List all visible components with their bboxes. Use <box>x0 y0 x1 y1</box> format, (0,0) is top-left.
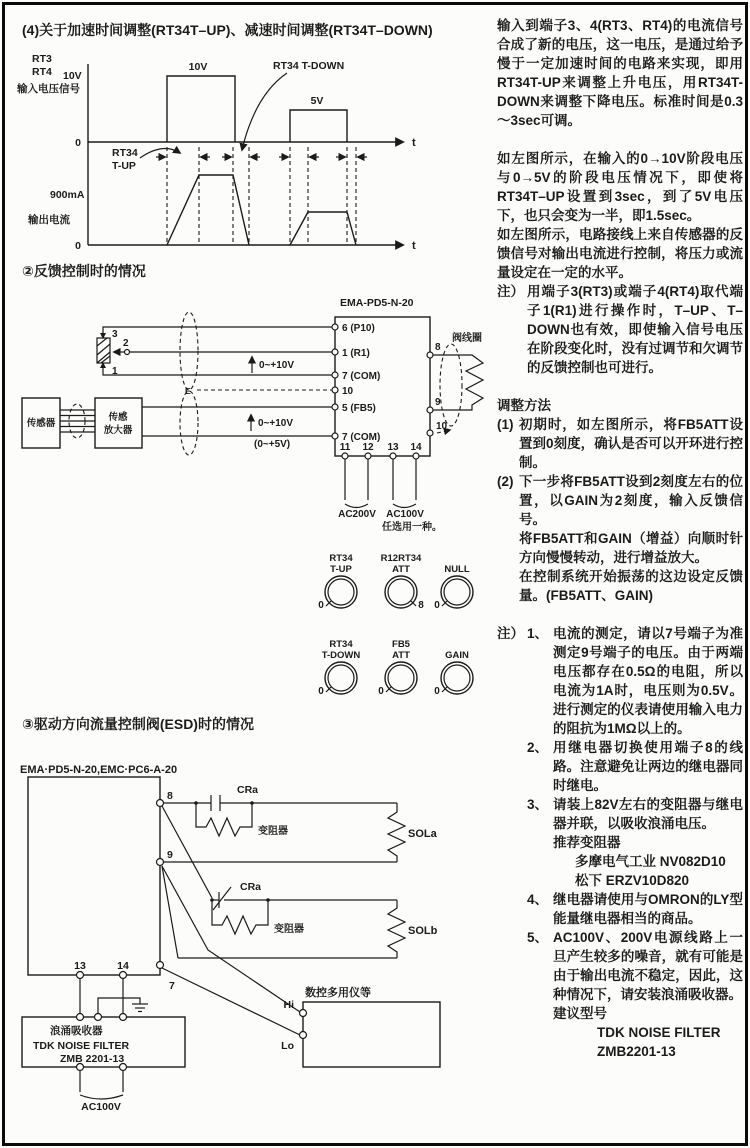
step-2-text-c: 在控制系统开始振荡的这边设定反馈量。(FB5ATT、GAIN) <box>519 569 743 603</box>
valve-coil-label: 阀线圈 <box>452 333 482 344</box>
svg-text:0: 0 <box>318 600 324 611</box>
knob-null <box>434 564 473 611</box>
note-1-marker: 注） <box>497 284 524 299</box>
label-output-current: 输出电流 <box>28 214 70 226</box>
suggested-model-2: ZMB2201-13 <box>597 1044 676 1059</box>
svg-text:0: 0 <box>434 600 440 611</box>
timing-dashed-lines <box>167 147 356 245</box>
range3-label: (0~+5V) <box>254 439 291 450</box>
knob-rt34-tdown <box>318 639 360 697</box>
hi-label: Hi <box>283 999 294 1011</box>
pot-terminal-2: 2 <box>123 338 129 349</box>
feedback-circuit-diagram <box>10 295 495 535</box>
pot-terminal-1: 1 <box>112 366 118 377</box>
svg-text:12: 12 <box>362 442 374 453</box>
cable-shield-lower <box>180 391 198 455</box>
svg-text:ATT: ATT <box>392 650 410 661</box>
svg-text:7 (COM): 7 (COM) <box>342 432 381 443</box>
filter-label-3: ZMB 2201-13 <box>60 1053 125 1065</box>
tup-label-2: T-UP <box>112 160 136 172</box>
svg-text:1 (R1): 1 (R1) <box>342 348 370 359</box>
label-10v-axis: 10V <box>63 70 82 82</box>
lo-label: Lo <box>281 1040 294 1052</box>
ac100-brace <box>80 1095 123 1099</box>
step-1-marker: (1) <box>497 417 514 432</box>
pulse-10v <box>167 76 235 142</box>
adjustment-knobs <box>293 548 493 710</box>
varistor-option-2: 松下 ERZV10D820 <box>575 873 690 888</box>
acceleration-waveform-diagram <box>10 46 440 260</box>
shield-earth-label: E <box>185 386 191 396</box>
svg-text:10: 10 <box>436 421 448 432</box>
current-trapezoid-1 <box>167 175 249 245</box>
svg-text:14: 14 <box>410 442 422 453</box>
svg-text:10: 10 <box>342 386 354 397</box>
section4-title: (4)关于加速时间调整(RT34T–UP)、减速时间调整(RT34T–DOWN) <box>22 22 433 38</box>
recommended-varistor: 推荐变阻器 <box>553 835 621 850</box>
label-900ma: 900mA <box>50 189 85 201</box>
note-item-5: 5、 AC100V、200V电源线路上一旦产生较多的噪音，就有可能是由于输出电流不稳定，因此，这种情况下，请安装浪涌吸收器。 建议型号 TDK NOISE FILTER ZMB2201-13 <box>527 930 743 1059</box>
zero-1: 0 <box>75 137 81 149</box>
solb-branch <box>162 806 438 958</box>
note-item-4-text: 继电器请使用与OMRON的LY型能量继电器相当的商品。 <box>553 892 743 926</box>
pot-wire-1 <box>103 363 335 375</box>
svg-text:GAIN: GAIN <box>445 650 469 661</box>
zero-2: 0 <box>75 240 81 252</box>
tdown-arrow <box>242 73 287 150</box>
knob-gain <box>434 650 473 697</box>
pulse1-label: 10V <box>188 61 208 73</box>
current-trapezoid-2 <box>290 212 356 245</box>
ac100-brace <box>393 504 416 508</box>
svg-text:R12RT34: R12RT34 <box>380 553 422 564</box>
terminal-9 <box>157 859 164 866</box>
note-item-5-text: AC100V、200V电源线路上一旦产生较多的噪音，就有可能是由于输出电流不稳定，因此，这种情况下，请安装浪涌吸收器。 <box>553 930 743 1002</box>
label-input-voltage: 输入电压信号 <box>17 83 80 95</box>
pulse2-label: 5V <box>310 95 324 107</box>
valve-coil-shield <box>440 344 462 426</box>
knob-r12rt34-att <box>381 553 425 611</box>
t-label-2: t <box>412 240 416 252</box>
svg-text:RT34: RT34 <box>329 553 353 564</box>
svg-text:11: 11 <box>339 442 351 453</box>
note-item-4: 4、 继电器请使用与OMRON的LY型能量继电器相当的商品。 <box>527 892 743 926</box>
varistor-option-1: 多摩电气工业 NV082D10 <box>575 854 726 869</box>
potentiometer <box>97 338 110 363</box>
svg-text:RT34: RT34 <box>329 639 353 650</box>
terminal-7 <box>157 962 164 969</box>
svg-text:0: 0 <box>434 686 440 697</box>
cra1-label: CRa <box>237 784 259 796</box>
step-2-text-b: 将FB5ATT和GAIN（增益）向顺时针方向慢慢转动，进行增益放大。 <box>519 531 743 565</box>
pot-terminal-3: 3 <box>112 329 118 340</box>
cable-shield-upper <box>180 312 198 390</box>
sensor-amp-label-2: 放大器 <box>103 425 133 436</box>
note-item-3: 3、 请装上82V左右的变阻器与继电器并联，以吸收浪涌电压。 推荐变阻器 多摩电气工业 NV082D10 松下 ERZV10D820 <box>527 797 743 888</box>
pulse-5v <box>290 110 347 142</box>
tup-label-1: RT34 <box>112 147 138 159</box>
multimeter-label: 数控多用仪等 <box>305 987 371 999</box>
right-column <box>497 16 743 1061</box>
sola-label: SOLa <box>408 828 437 840</box>
para-acceleration: 输入到端子3、4(RT3、RT4)的电流信号合成了新的电压，这一电压，是通过给予慢于一定加速时间的电路来实现，即用RT34T-UP来调整上升电压，用RT34T-DOWN来调整下降电压。标准时间是0.3～3sec可调。 <box>497 18 743 128</box>
svg-text:ATT: ATT <box>392 564 410 575</box>
svg-text:T-DOWN: T-DOWN <box>321 650 361 661</box>
para-feedback: 如左图所示，电路接线上来自传感器的反馈信号对输出电流进行控制，将压力或流量设定在一定的水平。 <box>497 227 743 280</box>
svg-text:13: 13 <box>387 442 399 453</box>
sola-coil <box>388 803 405 862</box>
note-item-2-text: 用继电器切换使用端子8的线路。注意避免让两边的继电器同时继电。 <box>553 740 743 793</box>
terminal-8-label: 8 <box>167 790 173 802</box>
label-rt3: RT3 <box>32 53 52 65</box>
tdown-label: RT34 T-DOWN <box>273 60 345 72</box>
amplifier-left-terminals <box>332 323 380 443</box>
ac100-label: AC100V <box>386 509 424 520</box>
sola-branch <box>163 784 438 862</box>
sensor-label: 传感器 <box>26 418 56 429</box>
terminal-9-label: 9 <box>167 849 173 861</box>
step-2-text-a: 下一步将FB5ATT设到2刻度左右的位置，以GAIN为2刻度，输入反馈信号。 <box>519 474 743 527</box>
suggested-model-heading: 建议型号 <box>553 1006 607 1021</box>
terminal-7-label: 7 <box>169 980 175 992</box>
amplifier-model-label: EMA-PD5-N-20 <box>340 297 414 309</box>
varistor2-label: 变阻器 <box>274 924 304 935</box>
esd-circuit-diagram <box>10 755 482 1120</box>
pot-wire-3 <box>103 327 335 338</box>
multimeter <box>281 985 440 1067</box>
feedback-section-heading: ②反馈控制时的情况 <box>22 263 146 279</box>
method-heading: 调整方法 <box>497 398 551 413</box>
method-step-2 <box>497 472 743 605</box>
esd-model-label: EMA·PD5-N-20,EMC·PC6-A-20 <box>20 764 178 776</box>
filter-label-1: 浪涌吸收器 <box>50 1025 103 1037</box>
t-label-1: t <box>412 137 416 149</box>
svg-text:7 (COM): 7 (COM) <box>342 371 381 382</box>
ac100-label: AC100V <box>81 1101 121 1113</box>
filter-label-2: TDK NOISE FILTER <box>33 1040 130 1052</box>
choose-one-label: 任选用一种。 <box>382 522 442 533</box>
solb-coil <box>388 900 405 958</box>
method-step-1 <box>497 415 743 472</box>
svg-text:9: 9 <box>435 397 441 408</box>
sensor-amp-label-1: 传感 <box>108 412 128 423</box>
varistor-2 <box>212 900 268 934</box>
svg-text:0: 0 <box>318 686 324 697</box>
note-2-marker: 注） <box>497 626 524 641</box>
varistor1-label: 变阻器 <box>258 826 288 837</box>
sensor-cable <box>60 410 95 432</box>
svg-text:5 (FB5): 5 (FB5) <box>342 403 376 414</box>
label-rt4: RT4 <box>32 66 52 78</box>
ac200-label: AC200V <box>338 509 376 520</box>
solb-label: SOLb <box>408 925 438 937</box>
terminal-8 <box>157 800 164 807</box>
svg-text:6 (P10): 6 (P10) <box>342 323 375 334</box>
terminal-14 <box>120 972 127 979</box>
ac200-brace <box>345 504 368 508</box>
suggested-model-1: TDK NOISE FILTER <box>597 1025 721 1040</box>
knob-fb5-att <box>378 639 417 697</box>
note-1 <box>497 282 743 377</box>
esd-amplifier-box <box>28 777 160 975</box>
potentiometer-hatch <box>97 338 110 363</box>
svg-text:8: 8 <box>418 600 424 611</box>
lo-measure-wire <box>162 968 300 1035</box>
range1-label: 0~+10V <box>259 360 295 371</box>
cra2-label: CRa <box>240 881 262 893</box>
svg-text:8: 8 <box>435 342 441 353</box>
esd-section-heading: ③驱动方向流量控制阀(ESD)时的情况 <box>22 716 254 732</box>
note-item-1: 注） 1、 电流的测定，请以7号端子为准测定9号端子的电压。由于两端电压都存在0.5Ω的电阻，所以电流为1A时，电压则为0.5V。进行测定的仪表请使用输入电力的阻抗为1MΩ以上的。 <box>497 626 743 736</box>
wiper-node <box>125 350 130 355</box>
svg-text:T-UP: T-UP <box>330 564 352 575</box>
terminal-13-label: 13 <box>74 960 86 972</box>
terminal-13 <box>77 972 84 979</box>
note-1-text: 用端子3(RT3)或端子4(RT4)取代端子1(R1)进行操作时，T–UP、T–DOWN也有效，即使输入信号电压在阶段变化时，没有过调节和欠调节的反馈控制也可进行。 <box>527 284 743 375</box>
knob-rt34-tup <box>318 553 357 611</box>
para-step-voltage: 如左图所示，在输入的0→10V阶段电压与0→5V的阶段电压情况下，即使将RT34T–UP设置到3sec，到了5V电压下，也只会变为一半，即1.5sec。 <box>497 151 743 223</box>
svg-text:FB5: FB5 <box>392 639 410 650</box>
noise-filter <box>22 1014 185 1114</box>
svg-text:0: 0 <box>378 686 384 697</box>
step-1-text: 初期时，如左图所示，将FB5ATT设置到0刻度，确认是否可以开环进行控制。 <box>519 417 743 470</box>
sensor-amp-box <box>95 398 142 448</box>
range2-label: 0~+10V <box>258 418 294 429</box>
svg-text:NULL: NULL <box>444 564 470 575</box>
note-item-1-text: 电流的测定，请以7号端子为准测定9号端子的电压。由于两端电压都存在0.5Ω的电阻，所以电流为1A时，电压则为0.5V。进行测定的仪表请使用输入电力的阻抗为1MΩ以上的。 <box>553 626 743 736</box>
step-2-marker: (2) <box>497 474 514 489</box>
note-item-2: 2、 用继电器切换使用端子8的线路。注意避免让两边的继电器同时继电。 <box>527 740 743 793</box>
terminal-14-label: 14 <box>117 960 129 972</box>
note-item-3-text: 请装上82V左右的变阻器与继电器并联，以吸收浪涌电压。 <box>553 797 743 831</box>
varistor-1 <box>196 803 252 836</box>
